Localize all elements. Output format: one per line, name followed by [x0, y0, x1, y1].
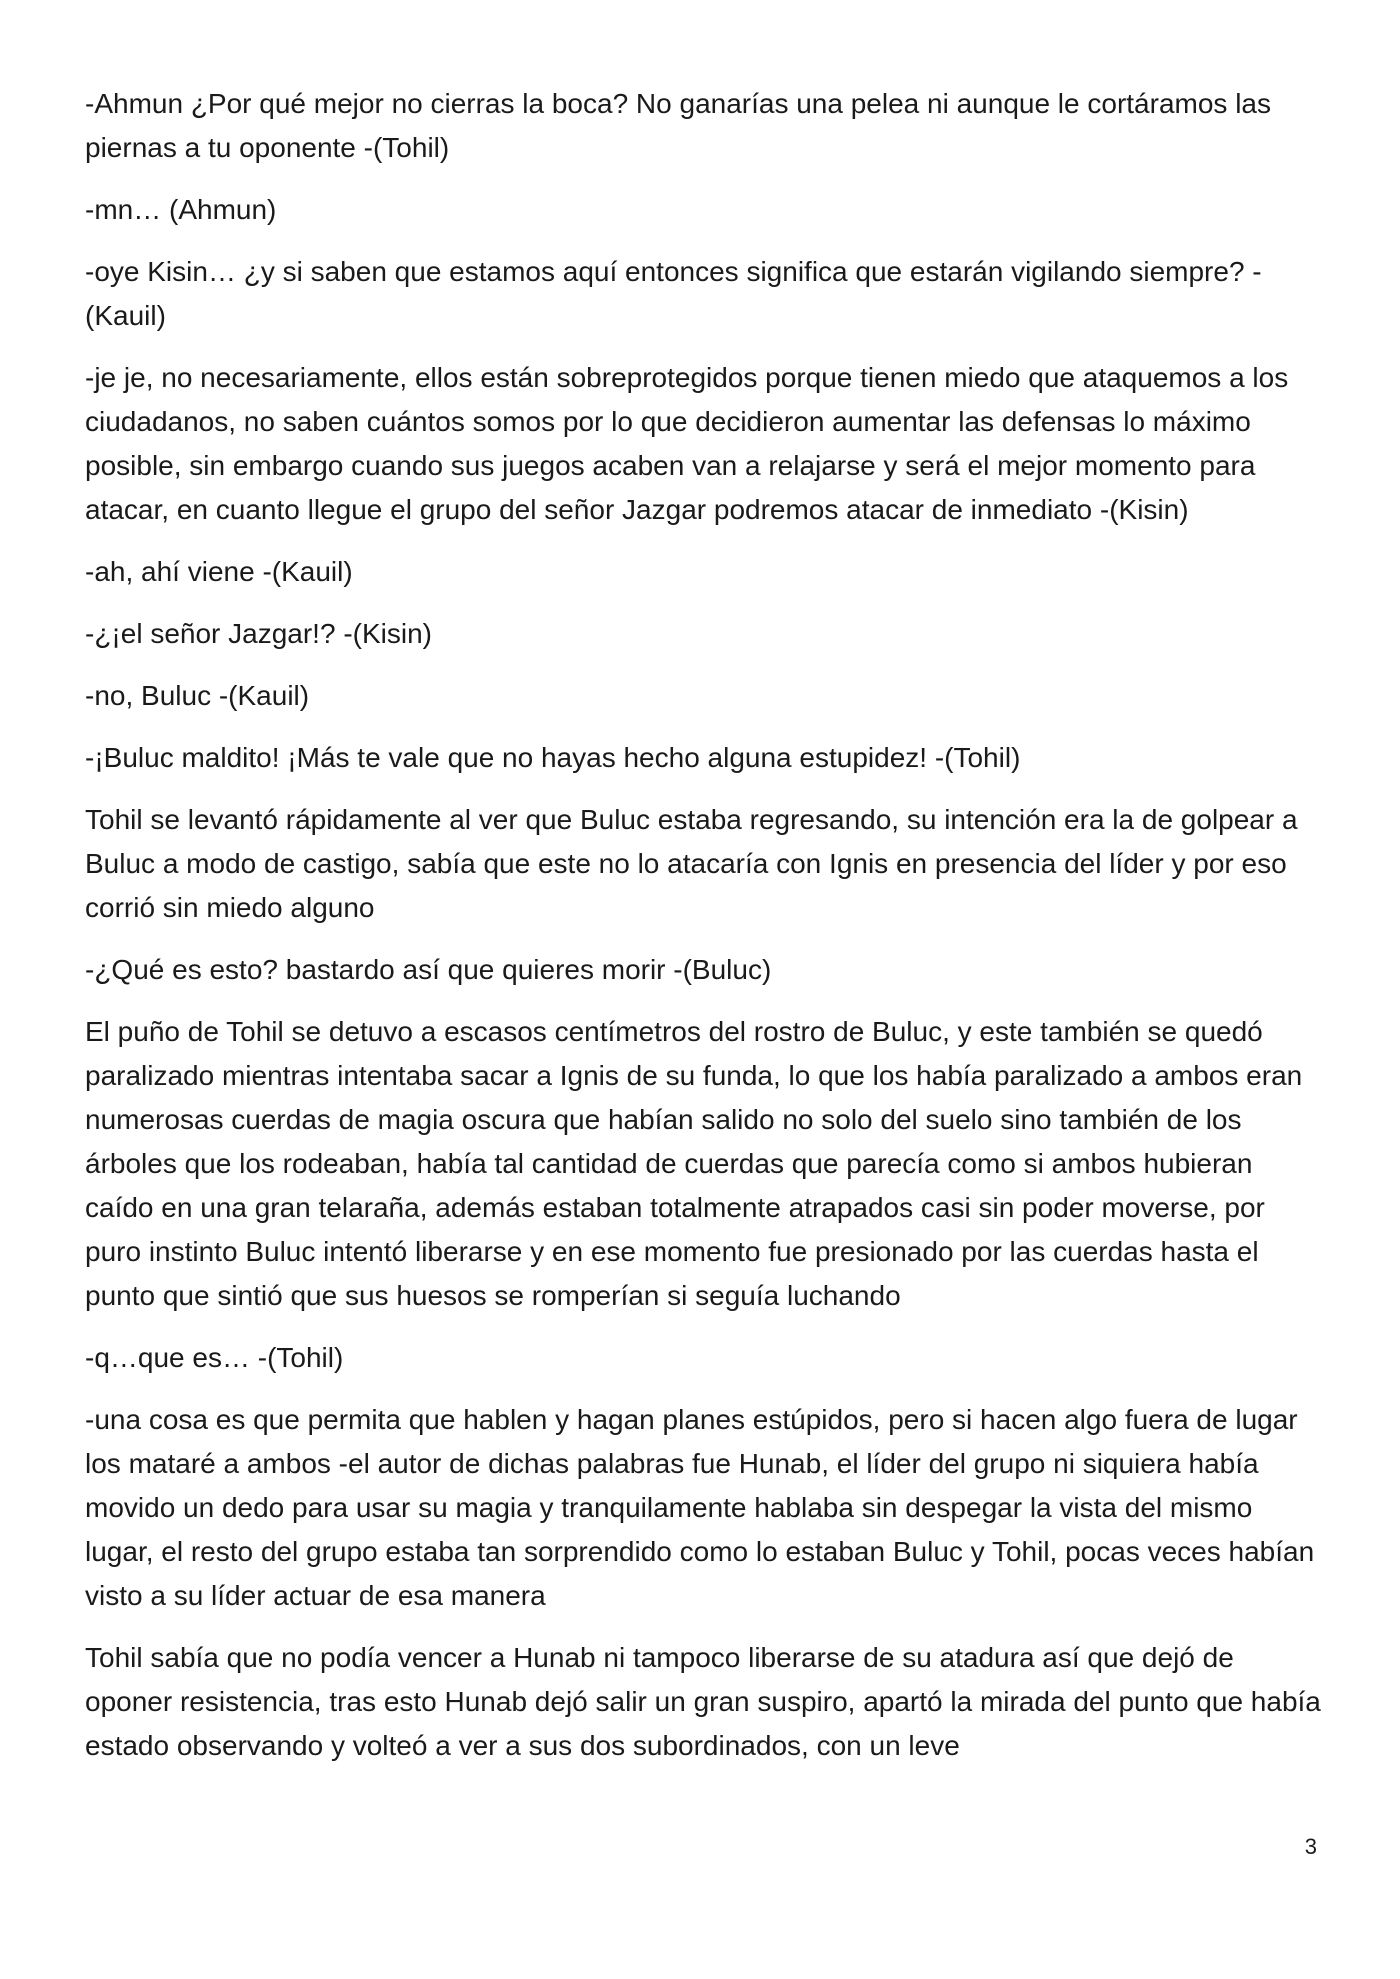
paragraph-11: El puño de Tohil se detuvo a escasos centímetros del rostro de Buluc, y este también se quedó paralizado mientras intentaba sacar a Ignis de su funda, lo que los había paralizado a ambos eran numerosas cuerdas de magia oscura que habían salido no solo del suelo sino también de los árboles que los rodeaban, había tal cantidad de cuerdas que parecía como si ambos hubieran caído en una gran telaraña, además estaban totalmente atrapados casi sin poder moverse, por puro instinto Buluc intentó liberarse y en ese momento fue presionado por las cuerdas hasta el punto que sintió que sus huesos se romperían si seguía luchando — [85, 1016, 1303, 1311]
paragraph-10: -¿Qué es esto? bastardo así que quieres morir -(Buluc) — [85, 954, 772, 985]
paragraph-6: -¿¡el señor Jazgar!? -(Kisin) — [85, 618, 432, 649]
paragraph-3: -oye Kisin… ¿y si saben que estamos aquí entonces significa que estarán vigilando siempre? -(Kauil) — [85, 256, 1262, 331]
paragraph-5: -ah, ahí viene -(Kauil) — [85, 556, 353, 587]
paragraph-14: Tohil sabía que no podía vencer a Hunab ni tampoco liberarse de su atadura así que dejó de oponer resistencia, tras esto Hunab dejó salir un gran suspiro, apartó la mirada del punto que había estado observando y volteó a ver a sus dos subordinados, con un leve — [85, 1642, 1321, 1761]
paragraph-1: -Ahmun ¿Por qué mejor no cierras la boca? No ganarías una pelea ni aunque le cortáramos las piernas a tu oponente -(Tohil) — [85, 88, 1271, 163]
paragraph-13: -una cosa es que permita que hablen y hagan planes estúpidos, pero si hacen algo fuera de lugar los mataré a ambos -el autor de dichas palabras fue Hunab, el líder del grupo ni siquiera había movido un dedo para usar su magia y tranquilamente hablaba sin despegar la vista del mismo lugar, el resto del grupo estaba tan sorprendido como lo estaban Buluc y Tohil, pocas veces habían visto a su líder actuar de esa manera — [85, 1404, 1315, 1611]
paragraph-4: -je je, no necesariamente, ellos están sobreprotegidos porque tienen miedo que ataquemos a los ciudadanos, no saben cuántos somos por lo que decidieron aumentar las defensas lo máximo posible, sin embargo cuando sus juegos acaben van a relajarse y será el mejor momento para atacar, en cuanto llegue el grupo del señor Jazgar podremos atacar de inmediato -(Kisin) — [85, 362, 1289, 525]
paragraph-7: -no, Buluc -(Kauil) — [85, 680, 310, 711]
paragraph-2: -mn… (Ahmun) — [85, 194, 277, 225]
page-number: 3 — [1304, 1834, 1317, 1859]
paragraph-12: -q…que es… -(Tohil) — [85, 1342, 344, 1373]
paragraph-9: Tohil se levantó rápidamente al ver que Buluc estaba regresando, su intención era la de golpear a Buluc a modo de castigo, sabía que este no lo atacaría con Ignis en presencia del líder y por eso corrió sin miedo alguno — [85, 804, 1298, 923]
page-text-body — [85, 82, 1325, 1786]
paragraph-8: -¡Buluc maldito! ¡Más te vale que no hayas hecho alguna estupidez! -(Tohil) — [85, 742, 1021, 773]
